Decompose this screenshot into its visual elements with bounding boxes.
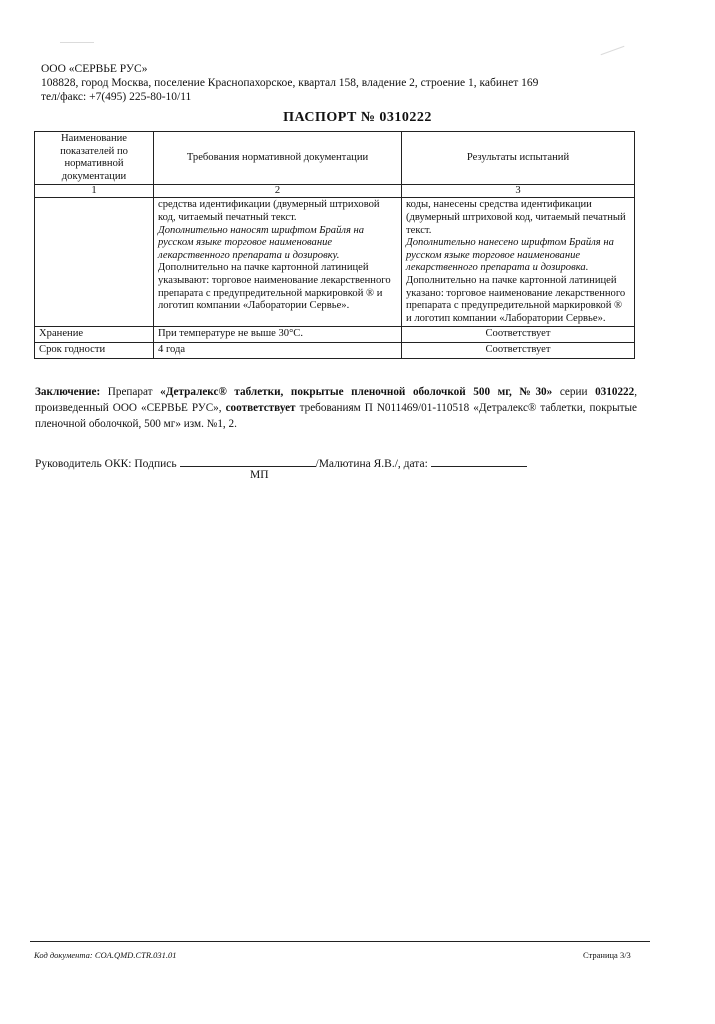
result-text: коды, нанесены средства идентификации (двумерный штриховой код, читаемый печатный текст.: [406, 199, 626, 236]
conclusion-text: Препарат: [100, 386, 161, 398]
date-field: [431, 454, 527, 467]
conclusion-label: Заключение:: [35, 386, 101, 398]
table-cell-name: Срок годности: [35, 342, 154, 358]
header-cell-requirements: Требования нормативной документации: [154, 132, 402, 185]
header-cell-results: Результаты испытаний: [402, 132, 635, 185]
footer-divider: [30, 941, 650, 942]
table-row: [35, 342, 635, 358]
batch-number: 0310222: [595, 386, 635, 398]
result-braille-text: Дополнительно нанесено шрифтом Брайля на русском языке торговое наименование лекарственного препарата и дозировка.: [406, 237, 614, 274]
table-header-row: [35, 132, 635, 185]
page-title: ПАСПОРТ № 0310222: [283, 110, 432, 125]
table-row: [35, 198, 635, 327]
conclusion-text: серии: [552, 386, 596, 398]
requirement-braille-text: Дополнительно наносят шрифтом Брайля на русском языке торговое наименование лекарственного препарата и дозировку.: [158, 224, 365, 261]
company-name: ООО «СЕРВЬЕ РУС»: [41, 63, 148, 75]
conclusion-text: требованиям П N011469/01-110518 «Детралекс® таблетки, покрытые пленочной оболочкой, 500 мг» изм. №1, 2.: [35, 402, 637, 430]
signature-line: [35, 454, 527, 470]
table-cell-requirement: [154, 198, 402, 327]
requirement-latin-text: Дополнительно на пачке картонной латиницей указывают: торговое наименование лекарственного препарата с предупредительной маркировкой ® и логотип компании «Лаборатории Сервье».: [158, 262, 391, 312]
signature-field: [180, 454, 316, 467]
scan-mark: [601, 46, 625, 55]
column-number-row: [35, 185, 635, 198]
page-number: Страница 3/3: [583, 950, 631, 960]
requirement-text: средства идентификации (двумерный штриховой код, читаемый печатный текст.: [158, 199, 380, 223]
conclusion-text: , произведенный ООО «СЕРВЬЕ РУС»,: [35, 386, 638, 414]
table-cell-requirement: При температуре не выше 30°С.: [154, 327, 402, 343]
table-cell-result: Соответствует: [402, 342, 635, 358]
document-code: Код документа: COA.QMD.CTR.031.01: [34, 950, 177, 960]
company-address: 108828, город Москва, поселение Краснопахорское, квартал 158, владение 2, строение 1, кабинет 169: [41, 77, 539, 89]
compliance-verdict: соответствует: [225, 402, 296, 414]
company-phone: тел/факс: +7(495) 225-80-10/11: [41, 91, 192, 103]
scan-mark: [60, 42, 94, 43]
column-number: 1: [35, 185, 154, 198]
table-cell-name: Хранение: [35, 327, 154, 343]
table-cell-result: Соответствует: [402, 327, 635, 343]
stamp-place: МП: [250, 469, 269, 481]
table-cell-result: [402, 198, 635, 327]
column-number: 3: [402, 185, 635, 198]
product-name: «Детралекс® таблетки, покрытые пленочной оболочкой 500 мг, №30»: [160, 386, 553, 398]
conclusion-paragraph: [35, 384, 637, 432]
result-latin-text: Дополнительно на пачке картонной латиницей указано: торговое наименование лекарственного препарата с предупредительной маркировкой ® и логотип компании «Лаборатории Сервье».: [406, 274, 626, 324]
signature-label: Руководитель ОКК: Подпись: [35, 458, 177, 470]
header-cell-parameter: Наименование показателей по нормативной документации: [35, 132, 154, 185]
table-cell-empty: [35, 198, 154, 327]
table-row: [35, 327, 635, 343]
column-number: 2: [154, 185, 402, 198]
table-cell-requirement: 4 года: [154, 342, 402, 358]
signatory-name: /Малютина Я.В./, дата:: [315, 458, 428, 470]
spec-table: [34, 131, 635, 359]
